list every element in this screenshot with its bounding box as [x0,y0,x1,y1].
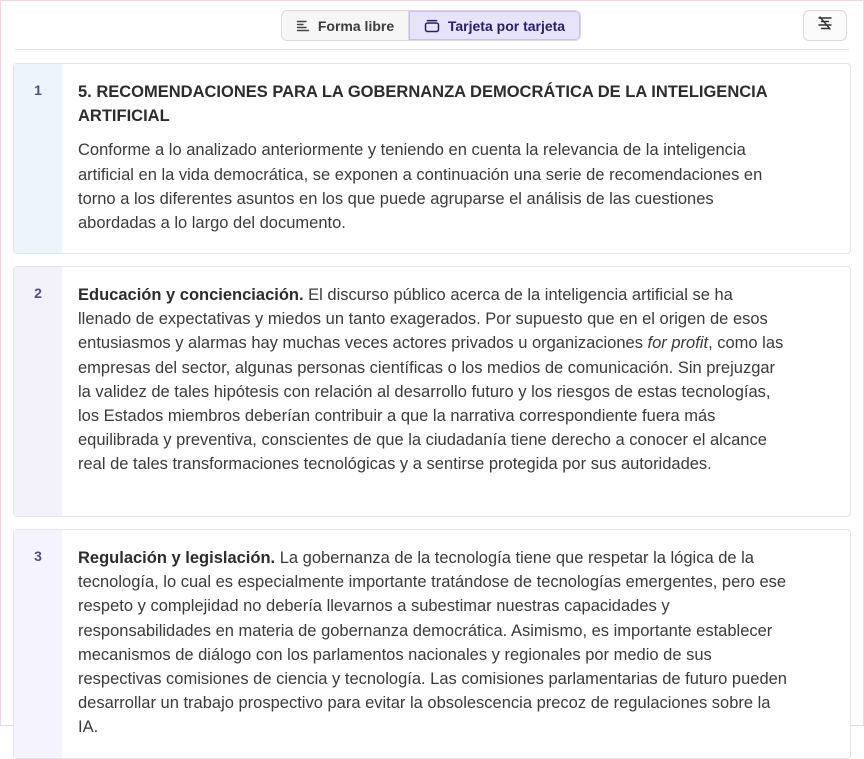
card-lead: Regulación y legislación. [78,549,276,567]
card-1[interactable] [13,63,851,254]
free-form-mode-label: Forma libre [317,17,395,34]
clear-formatting-button[interactable] [803,10,847,41]
card-italic-term: for profit [647,334,709,353]
card-2[interactable] [13,266,851,517]
card-number: 2 [14,267,62,516]
free-form-mode-button[interactable] [282,11,409,40]
card-body [62,530,850,758]
toolbar-divider [15,49,849,50]
card-text [78,283,790,477]
card-stack-icon [424,19,440,33]
align-left-icon [296,19,310,33]
card-text [78,546,790,740]
card-text-part: , como las empresas del sector, algunas personas científicas o los medios de comunicación. Sin prejuzgar la validez de tales hipótesis con relación al desarrollo futuro y los riesgos de estas tecnologías, los Estados miembros deberían contribuir a que la narrativa correspondiente fuera más equilibrada y preventiva, conscientes de que la ciudadanía tiene derecho a conocer el alcance real de tales transformaciones tecnológicas y a sentirse protegida por sus autoridades. [78,334,784,474]
view-mode-toggle [281,10,581,41]
toolbar [1,1,863,51]
card-by-card-mode-button[interactable] [409,11,580,40]
card-body [62,64,850,253]
card-body [62,267,850,516]
card-lead: Educación y concienciación. [78,286,304,304]
card-3[interactable] [13,529,851,759]
card-text-part: El discurso público acerca de la inteligencia artificial se ha llenado de expectativas y miedos un tanto exagerados. Por supuesto que en el origen de esos entusiasmos y alarmas hay muchas veces actores privados u organizaciones [78,286,768,353]
card-number: 1 [14,64,62,253]
card-text-part: La gobernanza de la tecnología tiene que respetar la lógica de la tecnología, lo cual es especialmente importante tratándose de tecnologías emergentes, pero ese respeto y complejidad no debería llevarnos a subestimar nuestras capacidades y responsabilidades en materia de gobernanza democrática. Asimismo, es importante establecer mecanismos de diálogo con los parlamentos nacionales y regionales por medio de sus respectivas comisiones de ciencia y tecnología. Las comisiones parlamentarias de futuro pueden desarrollar un trabajo prospectivo para evitar la obsolescencia precoz de regulaciones sobre la IA. [78,549,787,737]
clear-formatting-icon [817,16,833,35]
card-by-card-mode-label: Tarjeta por tarjeta [447,17,566,34]
card-number: 3 [14,530,62,758]
card-heading: 5. RECOMENDACIONES PARA LA GOBERNANZA DEMOCRÁTICA DE LA INTELIGENCIA ARTIFICIAL [78,83,768,126]
card-text: Conforme a lo analizado anteriormente y teniendo en cuenta la relevancia de la inteligencia artificial en la vida democrática, se exponen a continuación una serie de recomendaciones en torno a los diferentes asuntos en los que puede agruparse el análisis de las cuestiones abordadas a lo largo del documento. [78,141,763,233]
